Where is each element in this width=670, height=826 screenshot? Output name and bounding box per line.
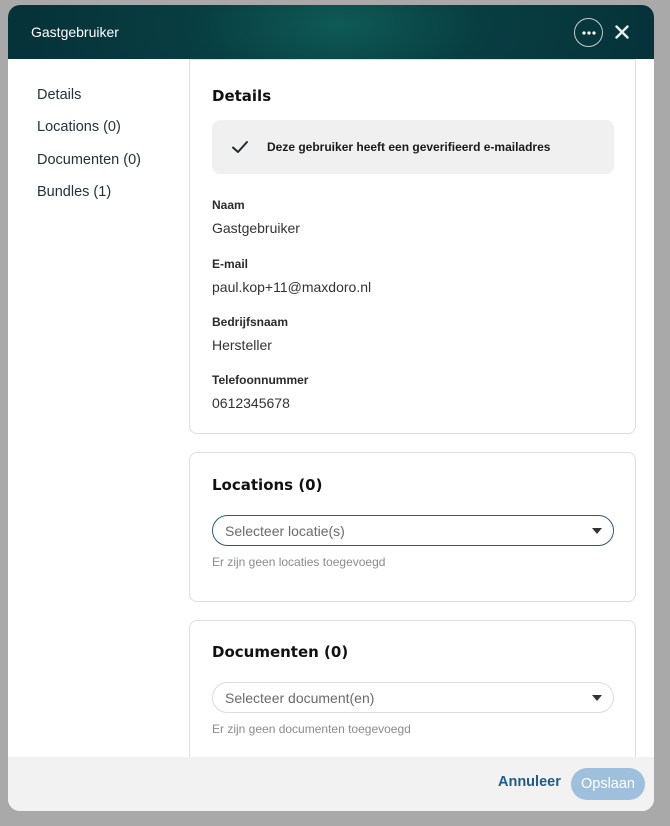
name-label: Naam bbox=[212, 198, 245, 212]
documents-title: Documenten (0) bbox=[212, 643, 349, 661]
dialog-footer bbox=[8, 757, 654, 811]
sidebar-item-locations[interactable]: Locations (0) bbox=[37, 119, 121, 135]
user-dialog bbox=[8, 5, 654, 811]
locations-card bbox=[189, 452, 636, 602]
cancel-button[interactable]: Annuleer bbox=[498, 774, 561, 790]
document-select[interactable] bbox=[212, 682, 614, 713]
locations-title: Locations (0) bbox=[212, 476, 323, 494]
document-select-placeholder: Selecteer document(en) bbox=[225, 689, 375, 706]
location-select-placeholder: Selecteer locatie(s) bbox=[225, 522, 345, 539]
save-button[interactable]: Opslaan bbox=[571, 768, 645, 800]
sidebar-item-documents[interactable]: Documenten (0) bbox=[37, 152, 141, 168]
phone-value: 0612345678 bbox=[212, 395, 290, 411]
email-label: E-mail bbox=[212, 257, 249, 271]
location-select[interactable] bbox=[212, 515, 614, 546]
chevron-down-icon bbox=[592, 695, 602, 701]
close-button[interactable] bbox=[612, 22, 632, 42]
documents-empty-note: Er zijn geen documenten toegevoegd bbox=[212, 722, 411, 736]
sidebar-item-bundles[interactable]: Bundles (1) bbox=[37, 184, 112, 200]
content-scroll-area[interactable] bbox=[189, 59, 636, 757]
email-value: paul.kop+11@maxdoro.nl bbox=[212, 279, 372, 295]
name-value: Gastgebruiker bbox=[212, 220, 300, 236]
dialog-title: Gastgebruiker bbox=[31, 24, 119, 40]
company-value: Hersteller bbox=[212, 337, 272, 353]
close-icon bbox=[615, 25, 629, 39]
verified-text: Deze gebruiker heeft een geverifieerd e-mailadres bbox=[267, 140, 551, 154]
phone-label: Telefoonnummer bbox=[212, 373, 309, 387]
more-horizontal-icon bbox=[582, 31, 596, 35]
dialog-header bbox=[8, 5, 654, 59]
more-options-button[interactable] bbox=[574, 18, 603, 47]
locations-empty-note: Er zijn geen locaties toegevoegd bbox=[212, 555, 386, 569]
documents-card bbox=[189, 620, 636, 757]
details-card bbox=[189, 59, 636, 434]
verified-banner bbox=[212, 120, 614, 174]
sidebar-item-details[interactable]: Details bbox=[37, 87, 82, 103]
company-label: Bedrijfsnaam bbox=[212, 315, 289, 329]
checkmark-icon bbox=[230, 137, 250, 157]
details-title: Details bbox=[212, 87, 272, 105]
chevron-down-icon bbox=[592, 528, 602, 534]
